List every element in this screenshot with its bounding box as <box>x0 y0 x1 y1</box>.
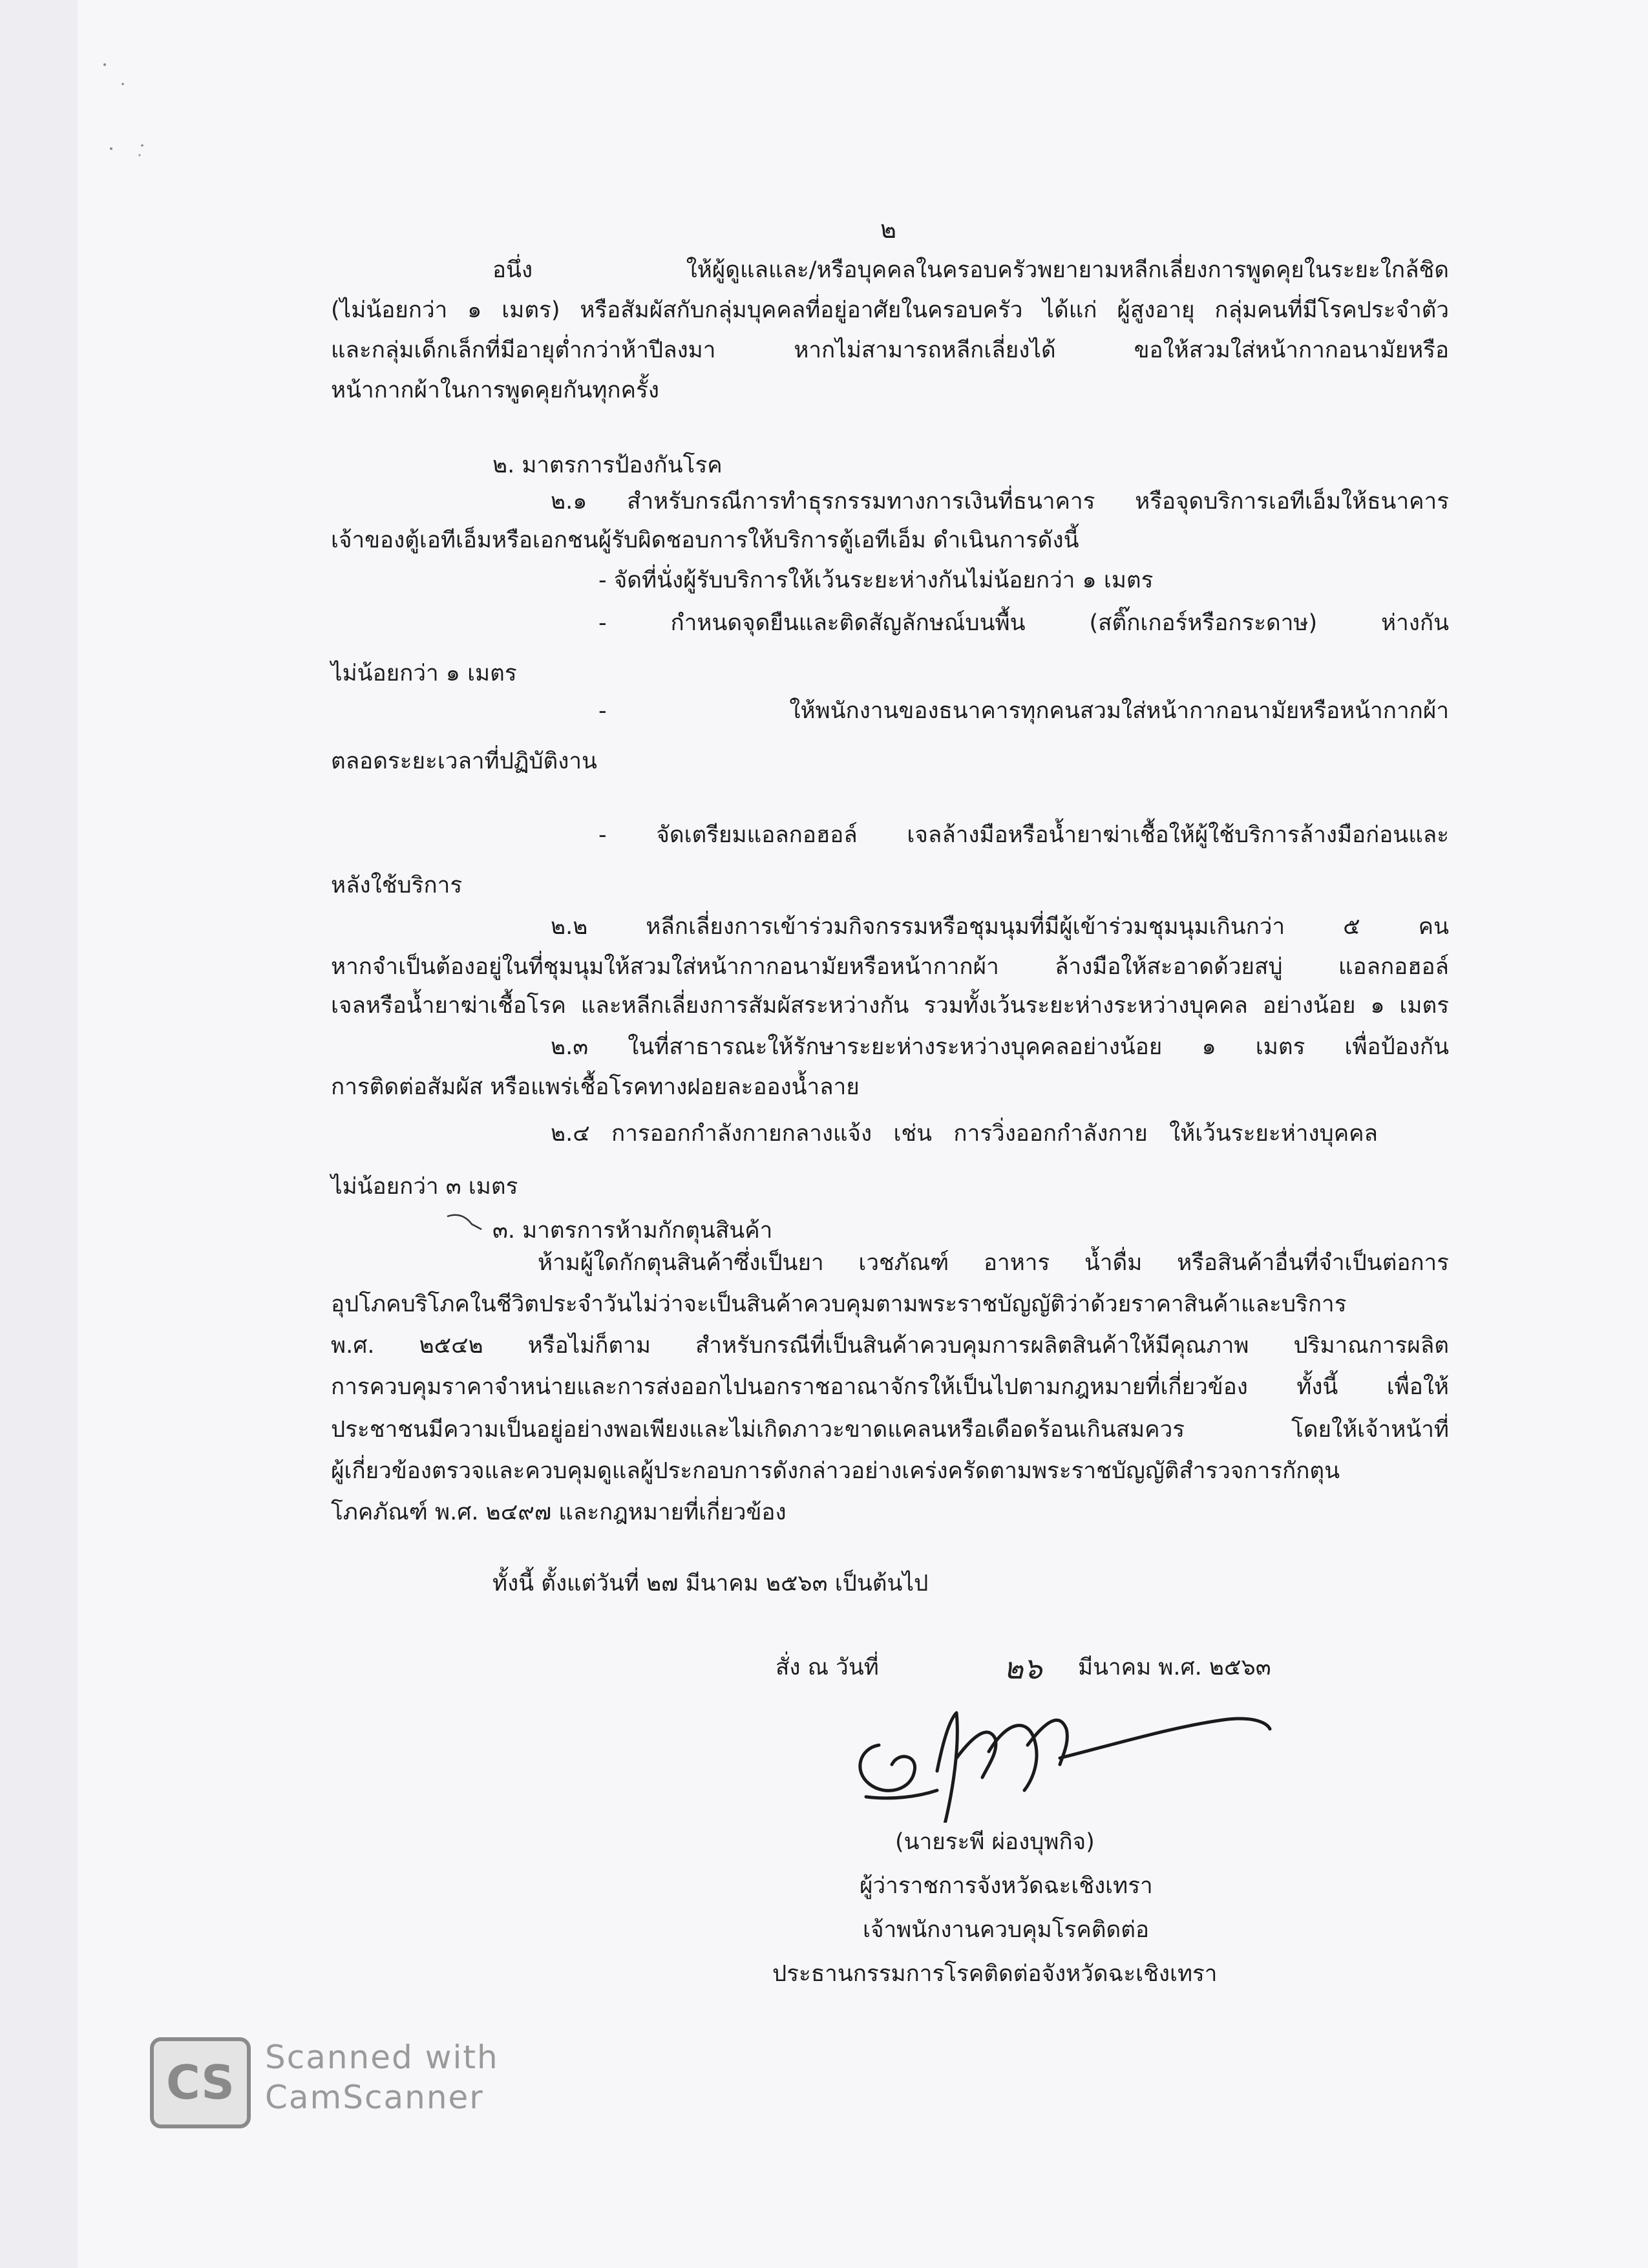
item24-line-2: ไม่น้อยกว่า ๓ เมตร <box>331 1174 518 1200</box>
bullet-1: - จัดที่นั่งผู้รับบริการให้เว้นระยะห่างกันไม่น้อยกว่า ๑ เมตร <box>598 567 1154 593</box>
bullet-3-line-1: - ให้พนักงานของธนาคารทุกคนสวมใส่หน้ากากอนามัยหรือหน้ากากผ้า <box>598 698 1449 724</box>
section3-line-7: โภคภัณฑ์ พ.ศ. ๒๔๙๗ และกฎหมายที่เกี่ยวข้อง <box>331 1500 787 1525</box>
item22-line-3: เจลหรือน้ำยาฆ่าเชื้อโรค และหลีกเลี่ยงการสัมผัสระหว่างกัน รวมทั้งเว้นระยะห่างระหว่างบุคคล อย่างน้อย ๑ เมตร <box>331 993 1449 1019</box>
bullet-4-line-2: หลังใช้บริการ <box>331 873 463 898</box>
item21-line-2: เจ้าของตู้เอทีเอ็มหรือเอกชนผู้รับผิดชอบการให้บริการตู้เอทีเอ็ม ดำเนินการดังนี้ <box>331 527 1079 553</box>
handwritten-signature <box>840 1693 1331 1823</box>
camscanner-logo-text: CS <box>165 2055 235 2110</box>
item23-line-2: การติดต่อสัมผัส หรือแพร่เชื้อโรคทางฝอยละอองน้ำลาย <box>331 1074 860 1100</box>
item24-line-1: ๒.๔ การออกกำลังกายกลางแจ้ง เช่น การวิ่งออกกำลังกาย ให้เว้นระยะห่างบุคคล <box>551 1121 1378 1147</box>
effective-date: ทั้งนี้ ตั้งแต่วันที่ ๒๗ มีนาคม ๒๕๖๓ เป็นต้นไป <box>492 1571 929 1596</box>
page-number: ๒ <box>880 215 897 244</box>
camscanner-text: Scanned with CamScanner <box>265 2039 499 2116</box>
section3-line-6: ผู้เกี่ยวข้องตรวจและควบคุมดูแลผู้ประกอบการดังกล่าวอย่างเคร่งครัดตามพระราชบัญญัติสำรวจการกักตุน <box>331 1458 1340 1484</box>
pen-mark <box>446 1210 485 1236</box>
order-date-prefix: สั่ง ณ วันที่ <box>776 1655 879 1680</box>
item22-line-2: หากจำเป็นต้องอยู่ในที่ชุมนุมให้สวมใส่หน้ากากอนามัยหรือหน้ากากผ้า ล้างมือให้สะอาดด้วยสบู่ แอลกอฮอล์ <box>331 954 1449 980</box>
bullet-2-line-2: ไม่น้อยกว่า ๑ เมตร <box>331 661 517 686</box>
intro-line-4: หน้ากากผ้าในการพูดคุยกันทุกครั้ง <box>331 377 659 403</box>
bullet-4-line-1: - จัดเตรียมแอลกอฮอล์ เจลล้างมือหรือน้ำยาฆ่าเชื้อให้ผู้ใช้บริการล้างมือก่อนและ <box>598 822 1449 848</box>
intro-line-2: (ไม่น้อยกว่า ๑ เมตร) หรือสัมผัสกับกลุ่มบุคคลที่อยู่อาศัยในครอบครัว ได้แก่ ผู้สูงอายุ กลุ่มคนที่มีโรคประจำตัว <box>331 297 1449 323</box>
camscanner-watermark <box>149 2030 536 2139</box>
scan-specks <box>97 58 174 187</box>
item22-line-1: ๒.๒ หลีกเลี่ยงการเข้าร่วมกิจกรรมหรือชุมนุมที่มีผู้เข้าร่วมชุมนุมเกินกว่า ๕ คน <box>551 914 1449 940</box>
intro-line-3: และกลุ่มเด็กเล็กที่มีอายุต่ำกว่าห้าปีลงมา หากไม่สามารถหลีกเลี่ยงได้ ขอให้สวมใส่หน้ากากอนามัยหรือ <box>331 337 1449 363</box>
section3-line-1: ห้ามผู้ใดกักตุนสินค้าซึ่งเป็นยา เวชภัณฑ์ อาหาร น้ำดื่ม หรือสินค้าอื่นที่จำเป็นต่อการ <box>538 1250 1449 1276</box>
signatory-position-2: เจ้าพนักงานควบคุมโรคติดต่อ <box>863 1917 1149 1943</box>
section3-line-5: ประชาชนมีความเป็นอยู่อย่างพอเพียงและไม่เกิดภาวะขาดแคลนหรือเดือดร้อนเกินสมควร โดยให้เจ้าหน้าที่ <box>331 1417 1449 1443</box>
signatory-position-3: ประธานกรรมการโรคติดต่อจังหวัดฉะเชิงเทรา <box>772 1961 1218 1987</box>
intro-line-1: อนึ่ง ให้ผู้ดูแลและ/หรือบุคคลในครอบครัวพยายามหลีกเลี่ยงการพูดคุยในระยะใกล้ชิด <box>492 257 1449 283</box>
item21-line-1: ๒.๑ สำหรับกรณีการทำธุรกรรมทางการเงินที่ธนาคาร หรือจุดบริการเอทีเอ็มให้ธนาคาร <box>551 489 1449 514</box>
camscanner-logo-icon <box>149 2036 252 2130</box>
section3-heading: ๓. มาตรการห้ามกักตุนสินค้า <box>492 1218 773 1244</box>
item23-line-1: ๒.๓ ในที่สาธารณะให้รักษาระยะห่างระหว่างบุคคลอย่างน้อย ๑ เมตร เพื่อป้องกัน <box>551 1034 1449 1060</box>
section2-heading: ๒. มาตรการป้องกันโรค <box>492 452 723 478</box>
bullet-2-line-1: - กำหนดจุดยืนและติดสัญลักษณ์บนพื้น (สติ๊กเกอร์หรือกระดาษ) ห่างกัน <box>598 610 1449 636</box>
section3-line-2: อุปโภคบริโภคในชีวิตประจำวันไม่ว่าจะเป็นสินค้าควบคุมตามพระราชบัญญัติว่าด้วยราคาสินค้าและบริการ <box>331 1291 1347 1317</box>
section3-line-4: การควบคุมราคาจำหน่ายและการส่งออกไปนอกราชอาณาจักรให้เป็นไปตามกฎหมายที่เกี่ยวข้อง ทั้งนี้ เพื่อให้ <box>331 1374 1449 1400</box>
order-date-suffix: มีนาคม พ.ศ. ๒๕๖๓ <box>1078 1655 1271 1680</box>
signatory-position-1: ผู้ว่าราชการจังหวัดฉะเชิงเทรา <box>860 1873 1153 1899</box>
order-date-day-handwritten: ๒๖ <box>1004 1651 1042 1686</box>
section3-line-3: พ.ศ. ๒๕๔๒ หรือไม่ก็ตาม สำหรับกรณีที่เป็นสินค้าควบคุมการผลิตสินค้าให้มีคุณภาพ ปริมาณการผลิต <box>331 1333 1449 1359</box>
signatory-name: (นายระพี ผ่องบุพกิจ) <box>895 1829 1095 1855</box>
bullet-3-line-2: ตลอดระยะเวลาที่ปฏิบัติงาน <box>331 748 597 774</box>
